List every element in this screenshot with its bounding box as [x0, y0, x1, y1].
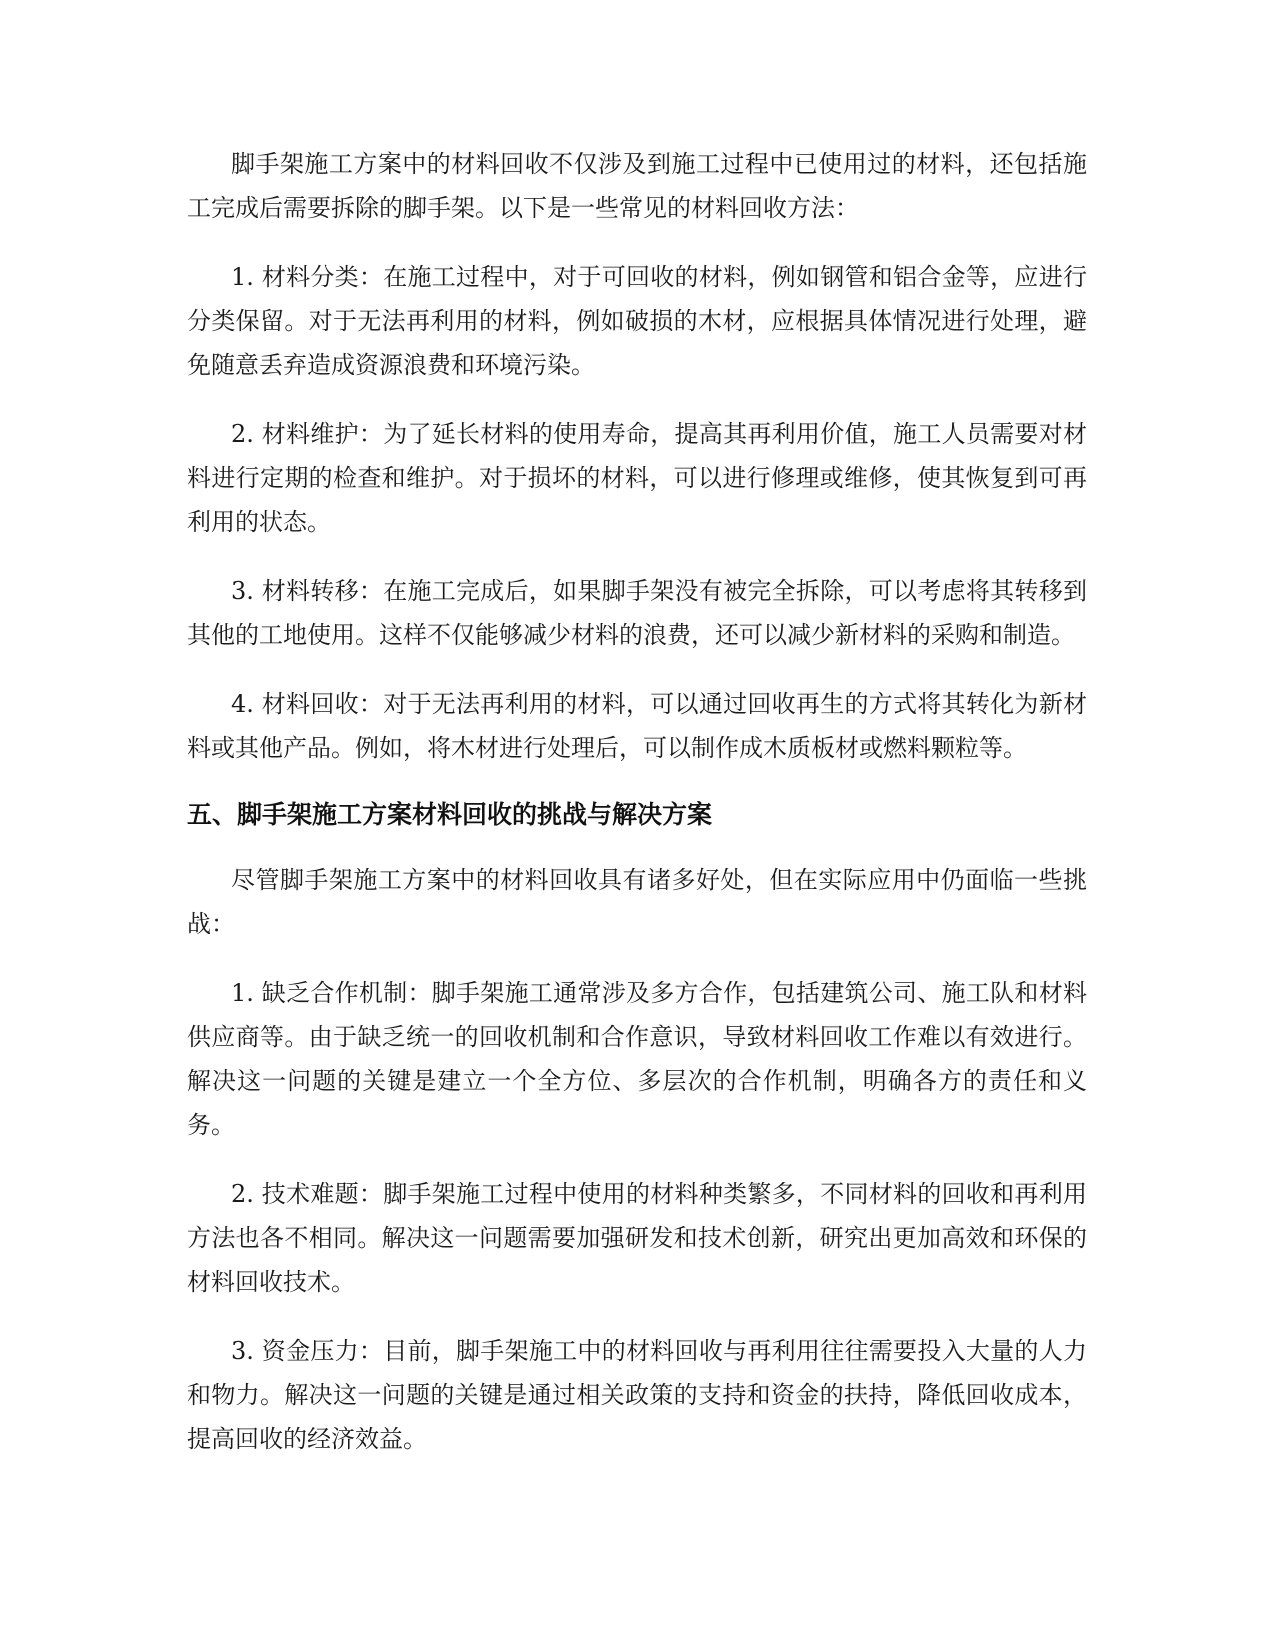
method-paragraph-maintenance: 2. 材料维护：为了延长材料的使用寿命，提高其再利用价值，施工人员需要对材料进行定期的检查和维护。对于损坏的材料，可以进行修理或维修，使其恢复到可再利用的状态。 [187, 420, 1087, 536]
section-intro-paragraph: 尽管脚手架施工方案中的材料回收具有诸多好处，但在实际应用中仍面临一些挑战： [187, 866, 1087, 938]
method-paragraph-transfer: 3. 材料转移：在施工完成后，如果脚手架没有被完全拆除，可以考虑将其转移到其他的工地使用。这样不仅能够减少材料的浪费，还可以减少新材料的采购和制造。 [187, 577, 1087, 649]
intro-paragraph: 脚手架施工方案中的材料回收不仅涉及到施工过程中已使用过的材料，还包括施工完成后需要拆除的脚手架。以下是一些常见的材料回收方法： [187, 150, 1087, 222]
challenge-paragraph-funding: 3. 资金压力：目前，脚手架施工中的材料回收与再利用往往需要投入大量的人力和物力。解决这一问题的关键是通过相关政策的支持和资金的扶持，降低回收成本，提高回收的经济效益。 [187, 1337, 1087, 1453]
method-paragraph-recycling: 4. 材料回收：对于无法再利用的材料，可以通过回收再生的方式将其转化为新材料或其他产品。例如，将木材进行处理后，可以制作成木质板材或燃料颗粒等。 [187, 690, 1087, 762]
challenge-paragraph-technology: 2. 技术难题：脚手架施工过程中使用的材料种类繁多，不同材料的回收和再利用方法也各不相同。解决这一问题需要加强研发和技术创新，研究出更加高效和环保的材料回收技术。 [187, 1180, 1087, 1296]
document-body [187, 142, 1087, 1486]
section-heading: 五、脚手架施工方案材料回收的挑战与解决方案 [187, 800, 713, 829]
challenge-paragraph-cooperation: 1. 缺乏合作机制：脚手架施工通常涉及多方合作，包括建筑公司、施工队和材料供应商等。由于缺乏统一的回收机制和合作意识，导致材料回收工作难以有效进行。解决这一问题的关键是建立一个全方位、多层次的合作机制，明确各方的责任和义务。 [187, 979, 1087, 1139]
method-paragraph-classification: 1. 材料分类：在施工过程中，对于可回收的材料，例如钢管和铝合金等，应进行分类保留。对于无法再利用的材料，例如破损的木材，应根据具体情况进行处理，避免随意丢弃造成资源浪费和环境污染。 [187, 263, 1087, 379]
